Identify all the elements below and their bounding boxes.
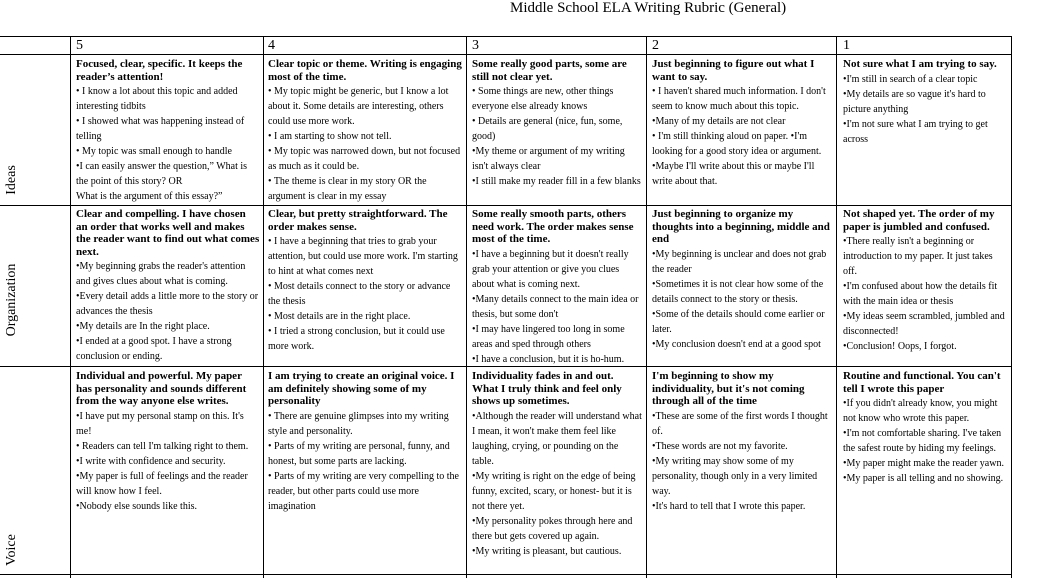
cell-bullet: •I have a conclusion, but it is ho-hum. — [472, 353, 625, 365]
cell-bullet: •I have a beginning but it doesn't really grab your attention or give you clues about what is coming next. — [472, 248, 629, 290]
cell-organization-1 — [843, 208, 1009, 365]
cell-organization-2 — [652, 208, 832, 365]
cell-bullet: •I still make my reader fill in a few blanks — [472, 176, 641, 187]
cell-bullet: • Details are general (nice, fun, some, good) — [472, 116, 623, 142]
cell-bullet: •My conclusion doesn't end at a good spot — [652, 338, 821, 350]
cell-bullet: • There are genuine glimpses into my writing style and personality. — [268, 410, 449, 437]
score-header-2: 2 — [652, 38, 659, 53]
cell-bullet: • Readers can tell I'm talking right to them. — [76, 440, 249, 452]
cell-voice-4 — [268, 370, 462, 573]
score-header-1: 1 — [843, 38, 850, 53]
score-header-4: 4 — [268, 38, 275, 53]
page-title: Middle School ELA Writing Rubric (General) — [510, 0, 787, 16]
cell-bullet: •My beginning is unclear and does not grab the reader — [652, 248, 827, 275]
cell-voice-3 — [472, 370, 642, 573]
cell-bullet: •I write with confidence and security. — [76, 455, 226, 467]
cell-bullet: What is the argument of this essay?” — [76, 191, 223, 202]
cell-ideas-1 — [843, 58, 1009, 204]
cell-bullet: •Many of my details are not clear — [652, 116, 786, 127]
cell-heading: Just beginning to figure out what I want to say. — [652, 58, 815, 83]
cell-bullet: •I'm not sure what I am trying to get across — [843, 118, 988, 145]
row-label-voice: Voice — [4, 534, 19, 566]
cell-voice-1 — [843, 370, 1009, 573]
cell-bullet: •These words are not my favorite. — [652, 440, 788, 452]
cell-heading: Focused, clear, specific. It keeps the reader’s attention! — [76, 58, 243, 83]
cell-ideas-2 — [652, 58, 832, 204]
cell-bullet: •I may have lingered too long in some areas and sped through others — [472, 323, 625, 350]
cell-bullet: • My topic was small enough to handle — [76, 146, 232, 157]
row-label-ideas: Ideas — [4, 165, 19, 195]
cell-bullet: •Sometimes it is not clear how some of the details connect to the story or thesis. — [652, 278, 824, 305]
cell-bullet: • The theme is clear in my story OR the argument is clear in my essay — [268, 176, 427, 202]
cell-bullet: •My writing may show some of my personality, though only in a very limited way. — [652, 455, 818, 497]
cell-bullet: •My theme or argument of my writing isn't always clear — [472, 146, 625, 172]
cell-heading: Clear topic or theme. Writing is engaging most of the time. — [268, 58, 462, 83]
cell-bullet: •If you didn't already know, you might not know who wrote this paper. — [843, 398, 998, 424]
cell-bullet: •Every detail adds a little more to the story or advances the thesis — [76, 291, 259, 317]
cell-ideas-3 — [472, 58, 642, 204]
cell-bullet: • I'm still thinking aloud on paper. •I'm looking for a good story idea or argument. — [652, 131, 822, 157]
cell-bullet: •My writing is pleasant, but cautious. — [472, 545, 622, 557]
score-header-3: 3 — [472, 38, 479, 53]
cell-bullet: •I can easily answer the question,” What is the point of this story? OR — [76, 161, 248, 187]
cell-bullet: • Most details are in the right place. — [268, 311, 411, 322]
cell-bullet: •I'm not comfortable sharing. I've taken the safest route by hiding my feelings. — [843, 428, 1002, 454]
cell-bullet: •These are some of the first words I thought of. — [652, 410, 828, 437]
cell-heading: Not shaped yet. The order of my paper is jumbled and confused. — [843, 208, 995, 233]
cell-heading: I'm beginning to show my individuality, but it's not coming through all of the time — [652, 370, 805, 407]
cell-heading: Not sure what I am trying to say. — [843, 58, 997, 70]
cell-heading: Individual and powerful. My paper has personality and sounds different from the way anyone else writes. — [76, 370, 247, 407]
cell-bullet: •Maybe I'll write about this or maybe I'll write about that. — [652, 161, 815, 187]
cell-bullet: •My writing is right on the edge of being funny, excited, scary, or honest- but it is not there yet. — [472, 470, 636, 512]
cell-heading: Some really smooth parts, others need work. The order makes sense most of the time. — [472, 208, 634, 245]
cell-bullet: •My beginning grabs the reader's attention and gives clues about what is coming. — [76, 261, 246, 287]
cell-bullet: •My details are In the right place. — [76, 321, 210, 332]
cell-bullet: •Some of the details should come earlier or later. — [652, 308, 825, 335]
cell-organization-3 — [472, 208, 642, 365]
cell-bullet: •My paper is all telling and no showing. — [843, 473, 1004, 484]
cell-bullet: • I have a beginning that tries to grab your attention, but could use more work. I'm starting to hint at what comes next — [268, 236, 458, 277]
cell-bullet: • Parts of my writing are personal, funny, and honest, but some parts are lacking. — [268, 440, 450, 467]
cell-heading: Clear, but pretty straightforward. The order makes sense. — [268, 208, 448, 233]
cell-bullet: •My personality pokes through here and there but gets covered up again. — [472, 515, 633, 542]
cell-bullet: •I ended at a good spot. I have a strong conclusion or ending. — [76, 336, 232, 362]
cell-bullet: •Conclusion! Oops, I forgot. — [843, 341, 957, 352]
score-header-5: 5 — [76, 38, 83, 53]
cell-organization-5 — [76, 208, 260, 365]
cell-bullet: • Some things are new, other things everyone else already knows — [472, 86, 614, 112]
cell-heading: I am trying to create an original voice. I am definitely showing some of my personality — [268, 370, 455, 407]
cell-bullet: • I know a lot about this topic and added interesting tidbits — [76, 86, 238, 112]
cell-ideas-5 — [76, 58, 260, 204]
cell-bullet: • I haven't shared much information. I don't seem to know much about this topic. — [652, 86, 826, 112]
cell-heading: Just beginning to organize my thoughts into a beginning, middle and end — [652, 208, 830, 245]
cell-bullet: • I showed what was happening instead of telling — [76, 116, 245, 142]
cell-bullet: • Parts of my writing are very compelling to the reader, but other parts could use more imagination — [268, 470, 459, 512]
cell-bullet: •I'm confused about how the details fit with the main idea or thesis — [843, 281, 998, 307]
cell-heading: Clear and compelling. I have chosen an order that works well and makes the reader want to find out what comes next. — [76, 208, 260, 258]
cell-bullet: •My paper might make the reader yawn. — [843, 458, 1004, 469]
cell-voice-5 — [76, 370, 260, 573]
cell-bullet: •There really isn't a beginning or introduction to my paper. It just takes off. — [843, 236, 993, 277]
cell-bullet: •Nobody else sounds like this. — [76, 500, 197, 512]
cell-heading: Some really good parts, some are still not clear yet. — [472, 58, 627, 83]
cell-bullet: •I have put my personal stamp on this. It's me! — [76, 410, 244, 437]
cell-bullet: •It's hard to tell that I wrote this paper. — [652, 500, 806, 512]
cell-bullet: •My ideas seem scrambled, jumbled and disconnected! — [843, 311, 1005, 337]
cell-bullet: •I'm still in search of a clear topic — [843, 73, 978, 85]
cell-bullet: •Although the reader will understand what I mean, it won't make them feel like laughing, crying, or pounding on the table. — [472, 410, 642, 467]
cell-bullet: •Many details connect to the main idea or thesis, but some don't — [472, 293, 639, 320]
cell-bullet: • I tried a strong conclusion, but it could use more work. — [268, 326, 445, 352]
cell-ideas-4 — [268, 58, 462, 204]
cell-voice-2 — [652, 370, 832, 573]
cell-heading: Individuality fades in and out. What I truly think and feel only shows up sometimes. — [472, 370, 622, 407]
cell-heading: Routine and functional. You can't tell I wrote this paper — [843, 370, 1001, 395]
cell-bullet: • Most details connect to the story or advance the thesis — [268, 281, 451, 307]
row-label-organization: Organization — [4, 263, 19, 337]
cell-bullet: •My details are so vague it's hard to picture anything — [843, 88, 986, 115]
cell-bullet: •My paper is full of feelings and the reader will know how I feel. — [76, 470, 248, 497]
cell-organization-4 — [268, 208, 462, 365]
cell-bullet: • My topic might be generic, but I know a lot about it. Some details are interesting, others could use more work. — [268, 86, 449, 127]
cell-bullet: • My topic was narrowed down, but not focused as much as it could be. — [268, 146, 461, 172]
cell-bullet: • I am starting to show not tell. — [268, 131, 392, 142]
